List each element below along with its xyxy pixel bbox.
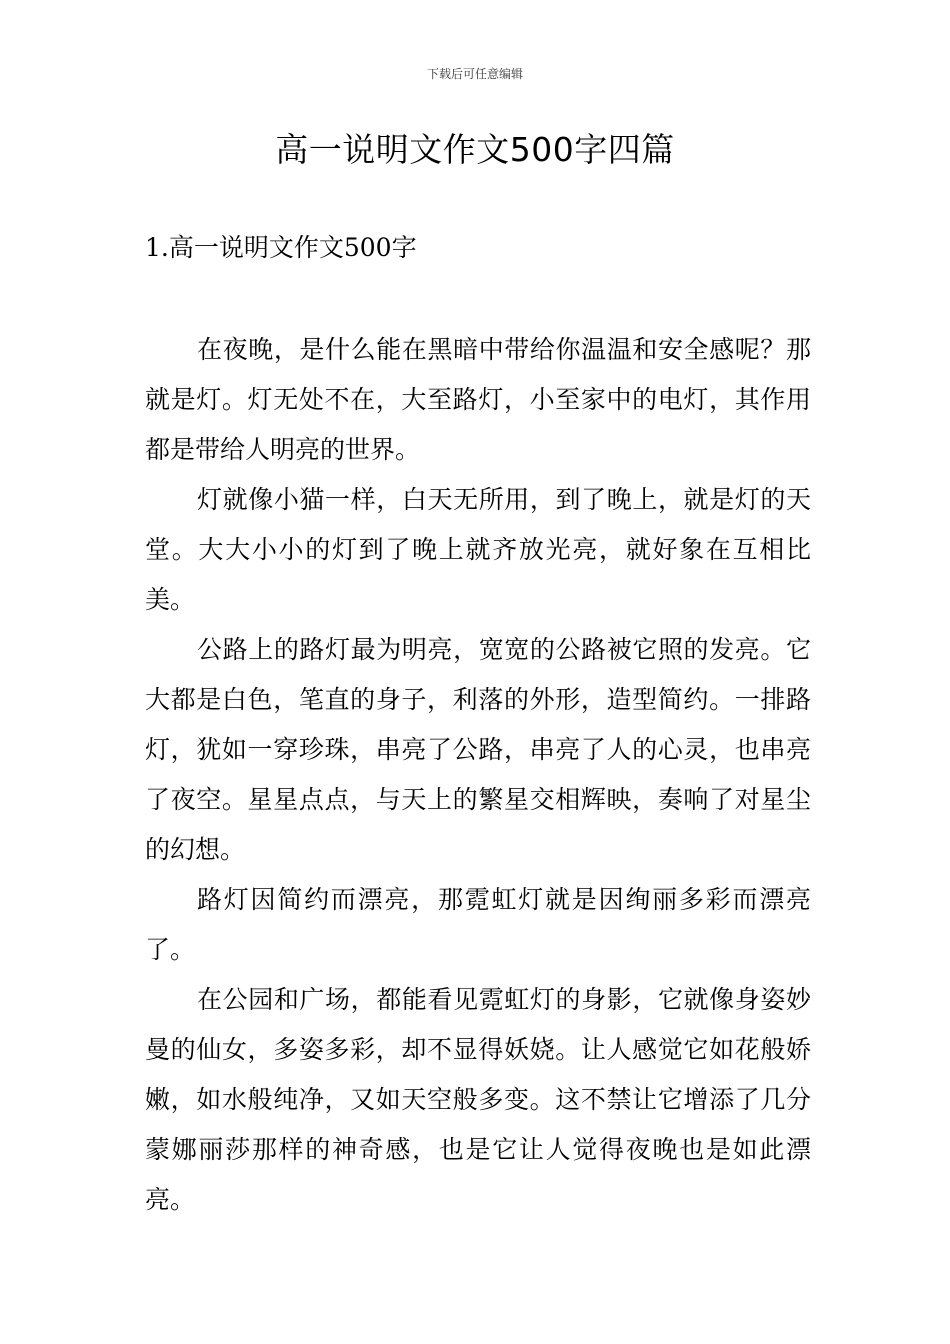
section-heading: 1.高一说明文作文500字 [145,233,417,262]
paragraph: 路灯因简约而漂亮，那霓虹灯就是因绚丽多彩而漂亮了。 [145,885,811,964]
paragraph: 在夜晚，是什么能在黑暗中带给你温温和安全感呢？那就是灯。灯无处不在，大至路灯，小至家中的电灯，其作用都是带给人明亮的世界。 [145,335,811,464]
paragraph: 在公园和广场，都能看见霓虹灯的身影，它就像身姿妙曼的仙女，多姿多彩，却不显得妖娆。让人感觉它如花般娇嫩，如水般纯净，又如天空般多变。这不禁让它增添了几分蒙娜丽莎那样的神奇感，也是它让人觉得夜晚也是如此漂亮。 [145,985,811,1214]
paragraph: 公路上的路灯最为明亮，宽宽的公路被它照的发亮。它大都是白色，笔直的身子，利落的外形，造型简约。一排路灯，犹如一穿珍珠，串亮了公路，串亮了人的心灵，也串亮了夜空。星星点点，与天上的繁星交相辉映，奏响了对星尘的幻想。 [145,635,811,864]
paragraph: 灯就像小猫一样，白天无所用，到了晚上，就是灯的天堂。大大小小的灯到了晚上就齐放光亮，就好象在互相比美。 [145,485,811,614]
header-note: 下载后可任意编辑 [426,67,523,81]
body-text [145,325,811,1225]
document-title: 高一说明文作文500字四篇 [275,130,675,169]
